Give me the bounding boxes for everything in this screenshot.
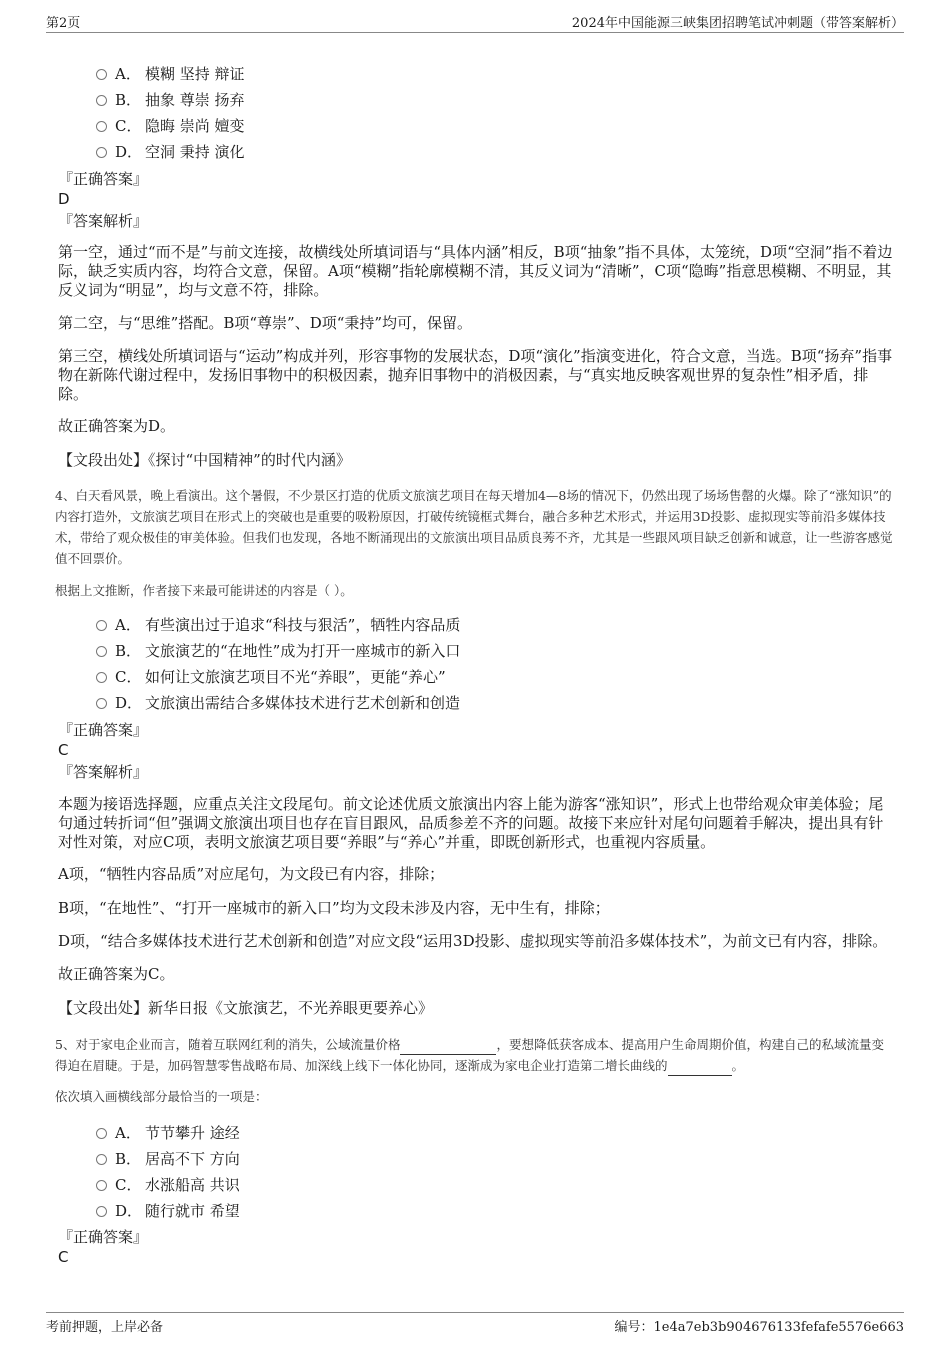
q3-answer-label: 『正确答案』 — [58, 170, 149, 188]
q4-analysis-p3: B项，“在地性”、“打开一座城市的新入口”均为文段未涉及内容，无中生有，排除； — [58, 899, 610, 917]
radio-icon[interactable] — [96, 147, 107, 158]
q5-stem: 5、对于家电企业而言，随着互联网红利的消失，公域流量价格 ，要想降低获客成本、提高用户生命周期价值，构建自己的私域流量变得迫在眉睫。于是，加码智慧零售战略布局、加深线上线下一体化协同，逐渐成为家电企业打造第二增长曲线的 。 — [55, 1034, 895, 1076]
q5-option-a[interactable]: A． 节节攀升 途经 — [96, 1122, 240, 1144]
footer-document-id: 编号：1e4a7eb3b904676133fefafe5576e663 — [614, 1320, 904, 1335]
q4-option-c[interactable]: C． 如何让文旅演艺项目不光“养眼”，更能“养心” — [96, 666, 446, 688]
q3-option-a[interactable]: A． 模糊 坚持 辩证 — [96, 63, 245, 85]
page-header — [46, 12, 904, 33]
radio-icon[interactable] — [96, 95, 107, 106]
q5-option-c[interactable]: C． 水涨船高 共识 — [96, 1174, 240, 1196]
blank-1 — [400, 1054, 496, 1055]
q3-option-c[interactable]: C． 隐晦 崇尚 嬗变 — [96, 115, 245, 137]
page-footer — [46, 1312, 904, 1333]
q4-analysis-p4: D项，“结合多媒体技术进行艺术创新和创造”对应文段“运用3D投影、虚拟现实等前沿多媒体技术”，为前文已有内容，排除。 — [58, 932, 888, 950]
q4-option-a[interactable]: A． 有些演出过于追求“科技与狠活”，牺牲内容品质 — [96, 614, 460, 636]
q4-analysis-p5: 故正确答案为C。 — [58, 965, 175, 983]
radio-icon[interactable] — [96, 646, 107, 657]
q5-option-d[interactable]: D． 随行就市 希望 — [96, 1200, 240, 1222]
q3-option-d[interactable]: D． 空洞 秉持 演化 — [96, 141, 245, 163]
q5-answer-label: 『正确答案』 — [58, 1228, 149, 1246]
blank-2 — [668, 1075, 732, 1076]
q3-analysis-p1: 第一空，通过“而不是”与前文连接，故横线处所填词语与“具体内涵”相反，B项“抽象”指不具体，太笼统，D项“空洞”指不着边际，缺乏实质内容，均符合文意，保留。A项“模糊”指轮廓模糊不清，其反义词为“清晰”，C项“隐晦”指意思模糊、不明显，其反义词为“明显”，均与文意不符，排除。 — [58, 243, 893, 299]
q5-option-b[interactable]: B． 居高不下 方向 — [96, 1148, 240, 1170]
q5-prompt: 依次填入画横线部分最恰当的一项是： — [55, 1089, 268, 1104]
q4-analysis-p1: 本题为接语选择题，应重点关注文段尾句。前文论述优质文旅演出内容上能为游客“涨知识”，形式上也带给观众审美体验；尾句通过转折词“但”强调文旅演出项目也存在盲目跟风，品质参差不齐的问题。故接下来应针对尾句问题着手解决，提出具有针对性对策，对应C项，表明文旅演艺项目要“养眼”与“养心”并重，即既创新形式，也重视内容质量。 — [58, 795, 884, 851]
radio-icon[interactable] — [96, 1154, 107, 1165]
footer-slogan: 考前押题，上岸必备 — [46, 1320, 164, 1335]
q4-option-d[interactable]: D． 文旅演出需结合多媒体技术进行艺术创新和创造 — [96, 692, 460, 714]
radio-icon[interactable] — [96, 1180, 107, 1191]
radio-icon[interactable] — [96, 1206, 107, 1217]
q3-analysis-p4: 故正确答案为D。 — [58, 417, 176, 435]
q4-source: 【文段出处】新华日报《文旅演艺，不光养眼更要养心》 — [58, 999, 434, 1017]
q4-stem: 4、白天看风景，晚上看演出。这个暑假，不少景区打造的优质文旅演艺项目在每天增加4—8场的情况下，仍然出现了场场售罄的火爆。除了“涨知识”的内容打造外，文旅演艺项目在形式上的突破也是重要的吸粉原因，打破传统镜框式舞台，融合多种艺术形式，并运用3D投影、虚拟现实等前沿多媒体技术，带给了观众极佳的审美体验。但我们也发现，各地不断涌现出的文旅演出项目品质良莠不齐，尤其是一些跟风项目缺乏创新和诚意，让一些游客感觉值不回票价。 — [55, 488, 893, 566]
q3-analysis-p2: 第二空，与“思维”搭配。B项“尊崇”、D项“秉持”均可，保留。 — [58, 314, 473, 332]
q3-analysis-p3: 第三空，横线处所填词语与“运动”构成并列，形容事物的发展状态，D项“演化”指演变进化，符合文意，当选。B项“扬弃”指事物在新陈代谢过程中，发扬旧事物中的积极因素，抛弃旧事物中的消极因素，与“真实地反映客观世界的复杂性”相矛盾，排除。 — [58, 347, 893, 403]
radio-icon[interactable] — [96, 121, 107, 132]
document-title: 2024年中国能源三峡集团招聘笔试冲刺题（带答案解析） — [571, 16, 904, 31]
q5-answer: C — [58, 1248, 69, 1266]
q4-analysis-label: 『答案解析』 — [58, 763, 149, 781]
q3-option-b[interactable]: B． 抽象 尊崇 扬弃 — [96, 89, 245, 111]
q4-answer-label: 『正确答案』 — [58, 721, 149, 739]
q3-answer: D — [58, 190, 70, 208]
radio-icon[interactable] — [96, 672, 107, 683]
q4-analysis-p2: A项，“牺牲内容品质”对应尾句，为文段已有内容，排除； — [58, 865, 445, 883]
q4-answer: C — [58, 741, 69, 759]
radio-icon[interactable] — [96, 620, 107, 631]
radio-icon[interactable] — [96, 698, 107, 709]
radio-icon[interactable] — [96, 1128, 107, 1139]
q4-option-b[interactable]: B． 文旅演艺的“在地性”成为打开一座城市的新入口 — [96, 640, 460, 662]
q3-analysis-label: 『答案解析』 — [58, 212, 149, 230]
q3-source: 【文段出处】《探讨“中国精神”的时代内涵》 — [58, 451, 351, 469]
radio-icon[interactable] — [96, 69, 107, 80]
q4-prompt: 根据上文推断，作者接下来最可能讲述的内容是（ ）。 — [55, 583, 353, 598]
page-number: 第2页 — [46, 16, 81, 31]
